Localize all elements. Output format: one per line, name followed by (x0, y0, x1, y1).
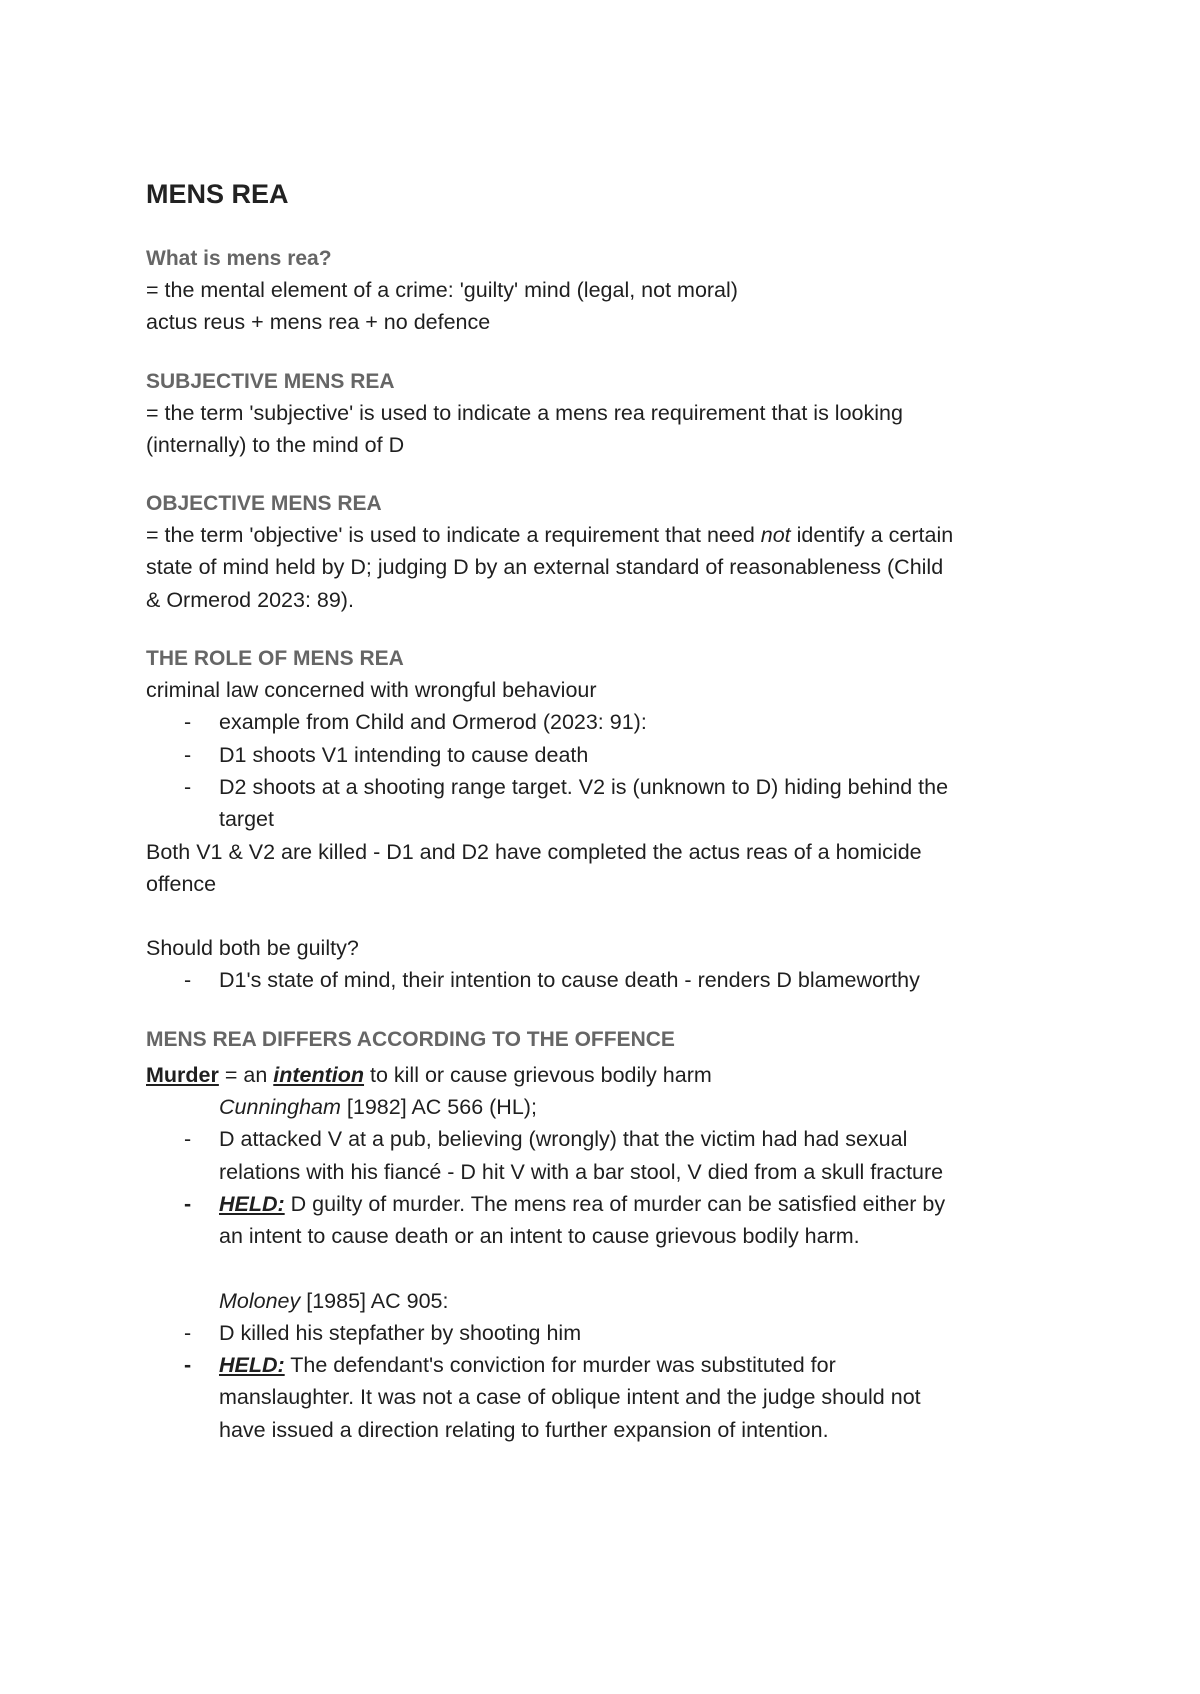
objective-line-3: & Ormerod 2023: 89). (146, 587, 354, 612)
differs-heading: MENS REA DIFFERS ACCORDING TO THE OFFENCE (146, 1027, 675, 1051)
list-item: - example from Child and Ormerod (2023: 91): (184, 710, 647, 735)
list-item: - D attacked V at a pub, believing (wrongly) that the victim had had sexual (184, 1127, 908, 1152)
objective-line-1: = the term 'objective' is used to indicate a requirement that need not identify a certain (146, 523, 954, 548)
both-killed-line-1: Both V1 & V2 are killed - D1 and D2 have completed the actus reas of a homicide (146, 839, 922, 864)
list-item-continuation: relations with his fiancé - D hit V with a bar stool, V died from a skull fracture (219, 1159, 944, 1184)
subjective-line-1: = the term 'subjective' is used to indicate a mens rea requirement that is looking (146, 400, 903, 425)
intention-label: intention (273, 1062, 365, 1087)
subjective-heading: SUBJECTIVE MENS REA (146, 369, 395, 393)
objective-heading: OBJECTIVE MENS REA (146, 492, 382, 516)
list-item: - D2 shoots at a shooting range target. V2 is (unknown to D) hiding behind the (184, 774, 949, 799)
document-content (146, 178, 1086, 1446)
case-citation-moloney: Moloney [1985] AC 905: (219, 1288, 449, 1313)
page-title: MENS REA (146, 179, 289, 209)
objective-line-2: state of mind held by D; judging D by an external standard of reasonableness (Child (146, 555, 944, 580)
question-line: Should both be guilty? (146, 936, 359, 961)
list-item-held: - HELD: The defendant's conviction for murder was substituted for (184, 1353, 836, 1378)
list-item-continuation: manslaughter. It was not a case of oblique intent and the judge should not (219, 1385, 921, 1410)
definition-line: = the mental element of a crime: 'guilty' mind (legal, not moral) (146, 278, 738, 302)
list-item: - D killed his stepfather by shooting him (184, 1320, 582, 1345)
case-citation-cunningham: Cunningham [1982] AC 566 (HL); (219, 1095, 537, 1120)
list-item-continuation: target (219, 807, 274, 832)
list-item-continuation: have issued a direction relating to further expansion of intention. (219, 1417, 829, 1442)
formula-line: actus reus + mens rea + no defence (146, 310, 491, 335)
what-is-mens-rea-heading: What is mens rea? (146, 247, 332, 270)
murder-definition: Murder = an intention to kill or cause grievous bodily harm (146, 1062, 712, 1087)
subjective-line-2: (internally) to the mind of D (146, 432, 405, 457)
list-item-continuation: an intent to cause death or an intent to cause grievous bodily harm. (219, 1224, 860, 1249)
murder-label: Murder (146, 1062, 219, 1087)
list-item: - D1's state of mind, their intention to cause death - renders D blameworthy (184, 968, 920, 993)
list-item: - D1 shoots V1 intending to cause death (184, 742, 589, 767)
emphasis-not: not (760, 523, 791, 548)
list-item-held: - HELD: D guilty of murder. The mens rea of murder can be satisfied either by (184, 1191, 946, 1216)
role-intro: criminal law concerned with wrongful behaviour (146, 678, 597, 703)
role-heading: THE ROLE OF MENS REA (146, 647, 404, 671)
both-killed-line-2: offence (146, 871, 217, 896)
